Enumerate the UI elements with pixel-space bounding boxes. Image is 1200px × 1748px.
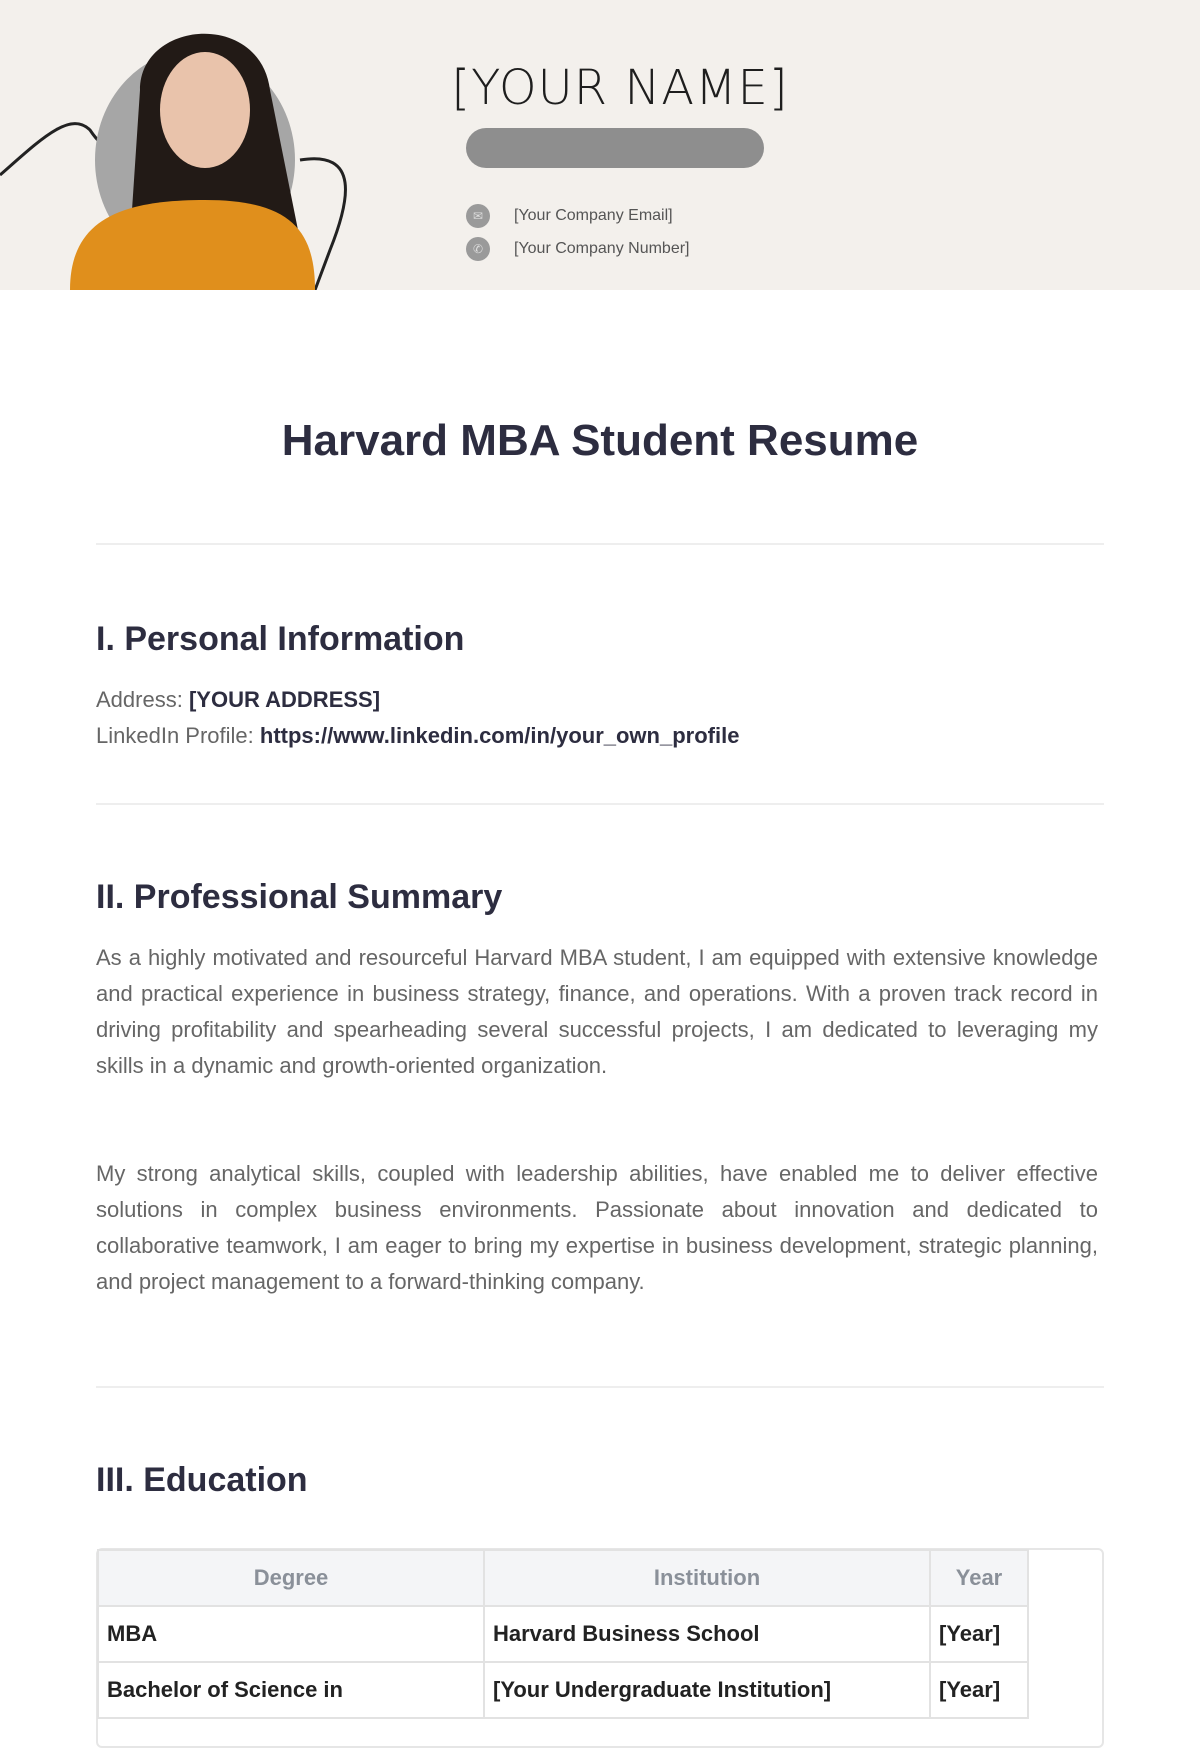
year-cell: [Year]	[930, 1606, 1028, 1662]
year-cell: [Year]	[930, 1662, 1028, 1718]
degree-cell: Bachelor of Science in	[98, 1662, 484, 1718]
divider	[96, 1386, 1104, 1388]
divider	[96, 543, 1104, 545]
column-header: Year	[930, 1550, 1028, 1606]
divider	[96, 803, 1104, 805]
page-title: Harvard MBA Student Resume	[281, 416, 919, 465]
email-text: [Your Company Email]	[514, 207, 673, 224]
header-banner	[0, 0, 1200, 290]
address-line	[96, 687, 380, 713]
column-header: Institution	[484, 1550, 930, 1606]
address-value: [YOUR ADDRESS]	[188, 687, 381, 712]
email-icon: ✉	[466, 204, 490, 228]
table-row	[98, 1662, 1028, 1718]
table-header-row	[98, 1550, 1028, 1606]
institution-cell: [Your Undergraduate Institution]	[484, 1662, 930, 1718]
email-row	[466, 204, 673, 228]
address-label: Address:	[96, 687, 183, 712]
institution-cell: Harvard Business School	[484, 1606, 930, 1662]
linkedin-label: LinkedIn Profile:	[96, 723, 254, 748]
degree-cell: MBA	[98, 1606, 484, 1662]
column-header: Degree	[98, 1550, 484, 1606]
your-name: [YOUR NAME]	[451, 60, 789, 116]
subtitle-bar	[466, 128, 764, 168]
summary-paragraph-2: My strong analytical skills, coupled with leadership abilities, have enabled me to deliver effective solutions in complex business environments. Passionate about innovation and dedicated to collaborative teamwork, I am eager to bring my expertise in business development, strategic planning, and project management to a forward-thinking company.	[96, 1161, 1098, 1294]
phone-row	[466, 237, 690, 261]
linkedin-link[interactable]: https://www.linkedin.com/in/your_own_profile	[259, 723, 740, 748]
education-table	[97, 1549, 1029, 1719]
summary-paragraph-1: As a highly motivated and resourceful Harvard MBA student, I am equipped with extensive knowledge and practical experience in business strategy, finance, and operations. With a proven track record in driving profitability and spearheading several successful projects, I am dedicated to leveraging my skills in a dynamic and growth-oriented organization.	[96, 945, 1098, 1078]
summary-heading: II. Professional Summary	[96, 878, 503, 916]
linkedin-line	[96, 723, 739, 749]
phone-text: [Your Company Number]	[514, 240, 690, 257]
education-heading: III. Education	[96, 1461, 308, 1499]
personal-info-heading: I. Personal Information	[96, 620, 465, 658]
table-row	[98, 1606, 1028, 1662]
profile-photo	[0, 0, 380, 290]
phone-icon: ✆	[466, 237, 490, 261]
